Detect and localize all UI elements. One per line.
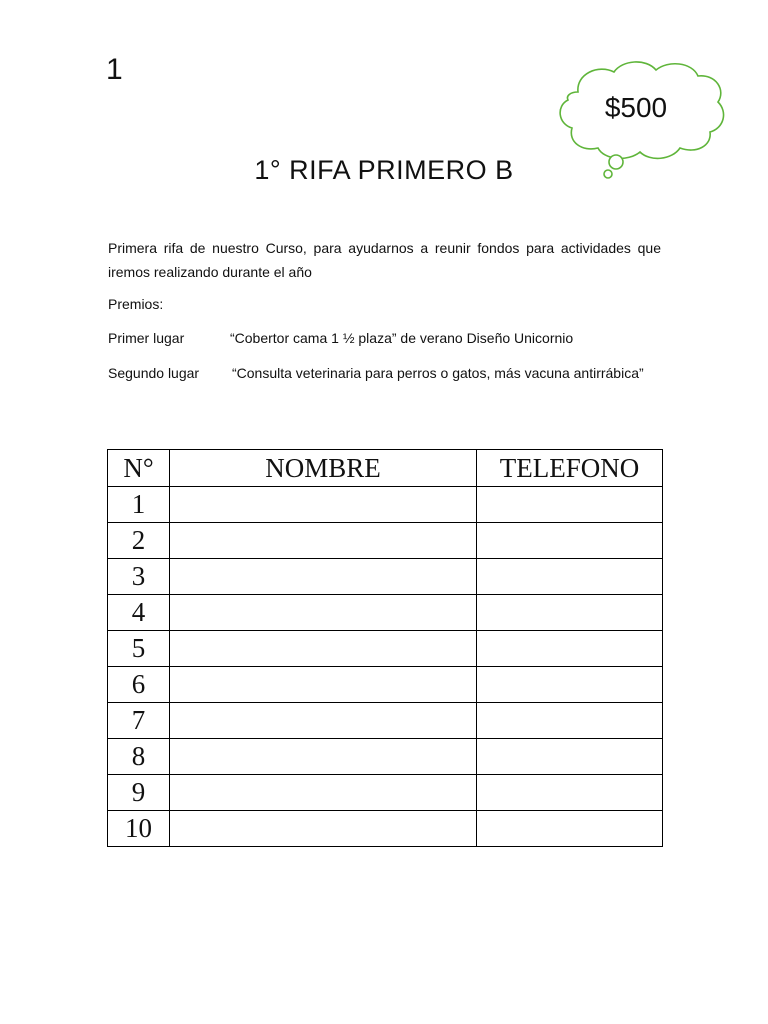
telefono-cell[interactable] [477,631,663,667]
nombre-cell[interactable] [170,559,477,595]
row-number: 1 [108,487,170,523]
prize-second-description: “Consulta veterinaria para perros o gatos, más vacuna antirrábica” [232,365,644,381]
table-row [108,487,663,523]
row-number: 6 [108,667,170,703]
table-row [108,559,663,595]
table-row [108,811,663,847]
nombre-cell[interactable] [170,667,477,703]
page-number: 1 [106,53,123,86]
telefono-cell[interactable] [477,703,663,739]
header-telefono: TELEFONO [477,450,663,487]
row-number: 8 [108,739,170,775]
row-number: 10 [108,811,170,847]
nombre-cell[interactable] [170,631,477,667]
row-number: 2 [108,523,170,559]
table-row [108,631,663,667]
intro-paragraph: Primera rifa de nuestro Curso, para ayudarnos a reunir fondos para actividades que iremos realizando durante el año [108,240,661,280]
nombre-cell[interactable] [170,775,477,811]
row-number: 3 [108,559,170,595]
nombre-cell[interactable] [170,739,477,775]
page-title: 1° RIFA PRIMERO B [254,155,514,185]
table-row [108,523,663,559]
row-number: 9 [108,775,170,811]
prize-first-place: Primer lugar [108,330,185,346]
table-row [108,739,663,775]
telefono-cell[interactable] [477,595,663,631]
row-number: 4 [108,595,170,631]
nombre-cell[interactable] [170,523,477,559]
row-number: 5 [108,631,170,667]
nombre-cell[interactable] [170,487,477,523]
nombre-cell[interactable] [170,595,477,631]
table-row [108,595,663,631]
row-number: 7 [108,703,170,739]
table-header-row [108,450,663,487]
telefono-cell[interactable] [477,811,663,847]
table-row [108,667,663,703]
telefono-cell[interactable] [477,487,663,523]
header-number: N° [108,450,170,487]
telefono-cell[interactable] [477,523,663,559]
prize-second [108,362,661,385]
price-label: $500 [604,92,668,123]
nombre-cell[interactable] [170,811,477,847]
prize-first-description: “Cobertor cama 1 ½ plaza” de verano Diseño Unicornio [230,330,574,346]
nombre-cell[interactable] [170,703,477,739]
prizes-heading: Premios: [108,296,164,312]
prize-second-place: Segundo lugar [108,365,200,381]
prize-first [108,327,661,350]
header-nombre: NOMBRE [170,450,477,487]
raffle-table [107,449,663,847]
telefono-cell[interactable] [477,667,663,703]
telefono-cell[interactable] [477,739,663,775]
table-row [108,775,663,811]
telefono-cell[interactable] [477,559,663,595]
table-row [108,703,663,739]
telefono-cell[interactable] [477,775,663,811]
